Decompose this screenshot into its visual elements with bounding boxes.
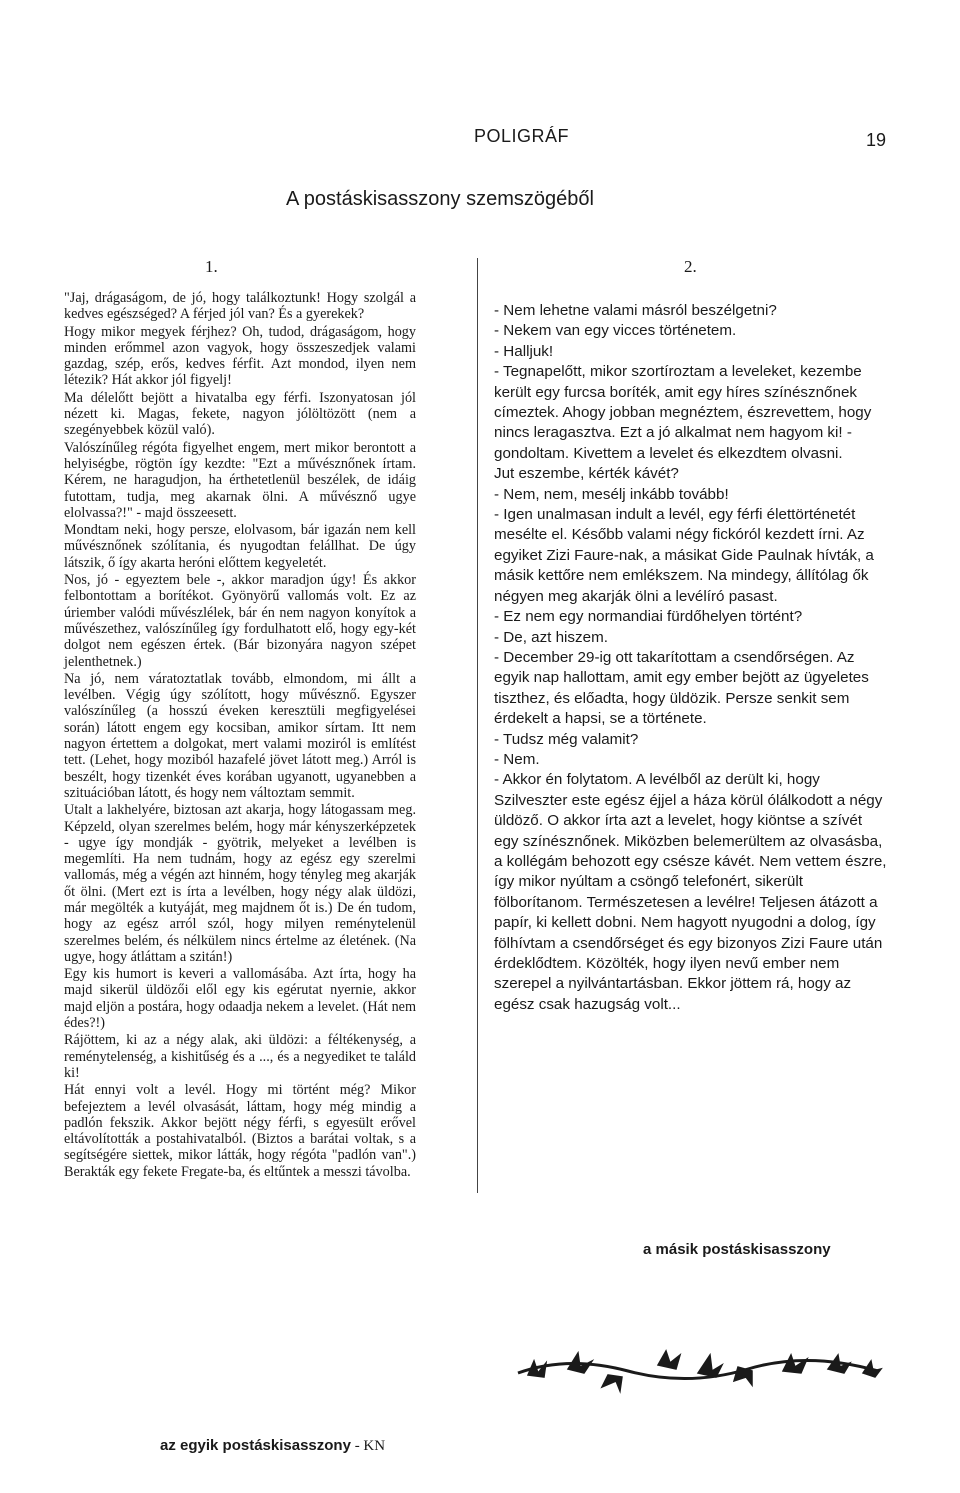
paragraph: - Ez nem egy normandiai fürdőhelyen történt?: [494, 608, 803, 626]
paragraph: Egy kis humort is keveri a vallomásába. Azt írta, hogy ha majd sikerül üldözői elől egy kis egérutat nyernie, akkor majd eljön a postára, hogy odaadja nekem a levelet. (Hát nem édes?!): [64, 966, 416, 1032]
ornament-icon: [508, 1345, 888, 1395]
paragraph: - Tudsz még valamit?: [494, 730, 639, 748]
section-1-number: 1.: [205, 257, 218, 276]
paragraph: - Nem, nem, mesélj inkább tovább!: [494, 485, 729, 503]
paragraph: - Tegnapelőtt, mikor szortíroztam a leveleket, kezembe került egy furcsa boríték, amit egy híres színésznőnek címeztek. Ahogy jobban megnéztem, észrevettem, hogy nincs leragasztva. Ezt a jó alkalmat nem hagyom ki! - gondoltam. Kivettem a levelet és elkezdtem olvasni.: [494, 363, 872, 462]
paragraph: Nos, jó - egyeztem bele -, akkor maradjon úgy! És akkor felbontottam a borítékot. Gyönyörű vallomás volt. Ez az úriember valódi művészlélek, bár én nem nagyon konyítok a művészethez, valószínűleg így fordulhatott elő, hogy egy-két dolgot nem egészen értek. (Bár bizonyára nagyon szépet jelenthetnek.): [64, 572, 416, 670]
paragraph: - Nem lehetne valami másról beszélgetni?: [494, 302, 777, 319]
paragraph: Hát ennyi volt a levél. Hogy mi történt még? Mikor befejeztem a levél olvasását, láttam, hogy még mindig a padlón fekszik. Akkor bejött négy férfi, s egyesült erővel eltávolították a postahivatalból. (Biztos a barátai voltak, s a segítségére siettek, mikor látták, hogy régóta "padlón van".) Berakták egy fekete Fregate-ba, és eltűntek a messzi távolba.: [64, 1082, 416, 1180]
paragraph: Na jó, nem váratoztatlak tovább, elmondom, mi állt a levélben. Végig úgy szólított, hogy művésznő. Egyszer valószínűleg (a hosszú éveken keresztüli megfigyelései során) látott engem egy kocsiban, amikor sírtam. Itt nem nagyon értettem a dolgokat, mert valami moziról is említést tett. (Lehet, hogy moziból hazafelé jövet látott meg.) Arról is beszélt, hogy tizenkét éves korában ugyanott, ugyanebben a szituációban látott, és hogy nem változtam semmit.: [64, 670, 416, 801]
section-2-signature: a másik postáskisasszony: [643, 1241, 831, 1258]
paragraph: Utalt a lakhelyére, biztosan azt akarja, hogy látogassam meg. Képzeld, olyan szerelmes belém, hogy már kényszerképzetek - ugye így mondják - gyötrik, melyeket a levélben is megemlíti. Ha nem tudnám, hogy az egész egy szerelmi vallomás, még a végén azt hinném, hogy tényleg meg akarják őt ölni. (Mert ezt is írta a levélben, hogy négy alak üldözi, már megölték a kutyáját, meg majdnem őt is.) De én tudom, hogy az egész arról szól, hogy milyen reménytelenül szerelmes belém, és nélkülem nincs értelme az életének. (Na ugye, hogy átláttam a szitán!): [64, 802, 416, 965]
section-1-body: [64, 290, 416, 1181]
paragraph: Ma délelőtt bejött a hivatalba egy férfi. Iszonyatosan jól nézett ki. Magas, fekete, nagyon jólöltözött (nem a szegényebbek közül való).: [64, 389, 416, 439]
page-number: 19: [866, 130, 887, 150]
paragraph: - De, azt hiszem.: [494, 628, 608, 646]
paragraph: Valószínűleg régóta figyelhet engem, mert mikor berontott a helyiségbe, rögtön így kezdte: "Ezt a művésznőnek írtam. Kérem, ne haragudjon, ha érthetetlenül beszélek, de idáig futottam, tudja, meg akarnak ölni. A művésznő ugye elolvassa?!" - majd összeesett.: [64, 439, 416, 521]
paragraph: Rájöttem, ki az a négy alak, aki üldözi: a féltékenység, a reménytelenség, a kishitűség és a ..., és a negyediket te találd ki!: [64, 1032, 416, 1081]
signature-name: az egyik postáskisasszony: [160, 1437, 351, 1454]
paragraph: Hogy mikor megyek férjhez? Oh, tudod, drágaságom, hogy minden erőmmel azon vagyok, hogy összeszedjek valami gazdag, szép, erős, kedves férfit. Azt mondod, ilyen nem létezik? Hát akkor jól figyelj!: [64, 323, 416, 389]
paragraph: - Halljuk!: [494, 342, 554, 360]
paragraph: - December 29-ig ott takarítottam a csendőrségen. Az egyik nap hallottam, amit egy ember bejött az ügyeletes tiszthez, és előadta, hogy üldözik. Persze senkit sem érdekelt a hapsi, se a története.: [494, 648, 869, 728]
paragraph: - Akkor én folytatom. A levélből az derült ki, hogy Szilveszter este egész éjjel a háza körül ólálkodott a négy üldöző. O akkor írta azt a levelet, hogy kiöntse a szívét egy színésznőnek. Miközben belemerültem az olvasásba, a kollégám behozott egy csésze kávét. Nem vettem észre, így mikor nyúltam a csöngő telefonért, sikerült fölborítanom. Természetesen a levélre! Teljesen átázott a papír, ki kellett dobni. Nem hagyott nyugodni a dolog, így fölhívtam a csendőrséget és egy bizonyos Zizi Faure után érdeklődtem. Közölték, hogy ilyen nevű ember nem szerepel a nyilvántartásban. Ekkor jöttem rá, hogy az egész csak hazugság volt...: [494, 771, 887, 1013]
paragraph: "Jaj, drágaságom, de jó, hogy találkoztunk! Hogy szolgál a kedves egészséged? A férjed jól van? És a gyerekek?: [64, 290, 416, 323]
section-2-number: 2.: [684, 257, 697, 276]
paragraph: Mondtam neki, hogy persze, elolvasom, bár igazán nem kell művésznőnek szólítania, és nyugodtan felállhat. De úgy látszik, ő így akarta heróni előttem kegyeletét.: [64, 522, 416, 571]
paragraph: - Nem.: [494, 750, 540, 768]
paragraph: Jut eszembe, kérték kávét?: [494, 465, 679, 483]
section-2-body: [494, 301, 888, 1015]
section-1-signature: [160, 1437, 385, 1455]
article-title: A postáskisasszony szemszögéből: [286, 188, 594, 210]
paragraph: - Igen unalmasan indult a levél, egy férfi élettörténetét mesélte el. Később valami négy fickóról kezdett írni. Az egyiket Zizi Faure-nak, a másikat Gide Paulnak hívták, a másik kettőre nem emlékszem. Na mindegy, állítólag ők négyen meg akarják ölni a levélíró pasast.: [494, 506, 874, 605]
journal-title: POLIGRÁF: [474, 126, 570, 146]
column-divider: [477, 258, 478, 1193]
paragraph: - Nekem van egy vicces történetem.: [494, 322, 737, 340]
signature-initials: - KN: [350, 1438, 386, 1454]
